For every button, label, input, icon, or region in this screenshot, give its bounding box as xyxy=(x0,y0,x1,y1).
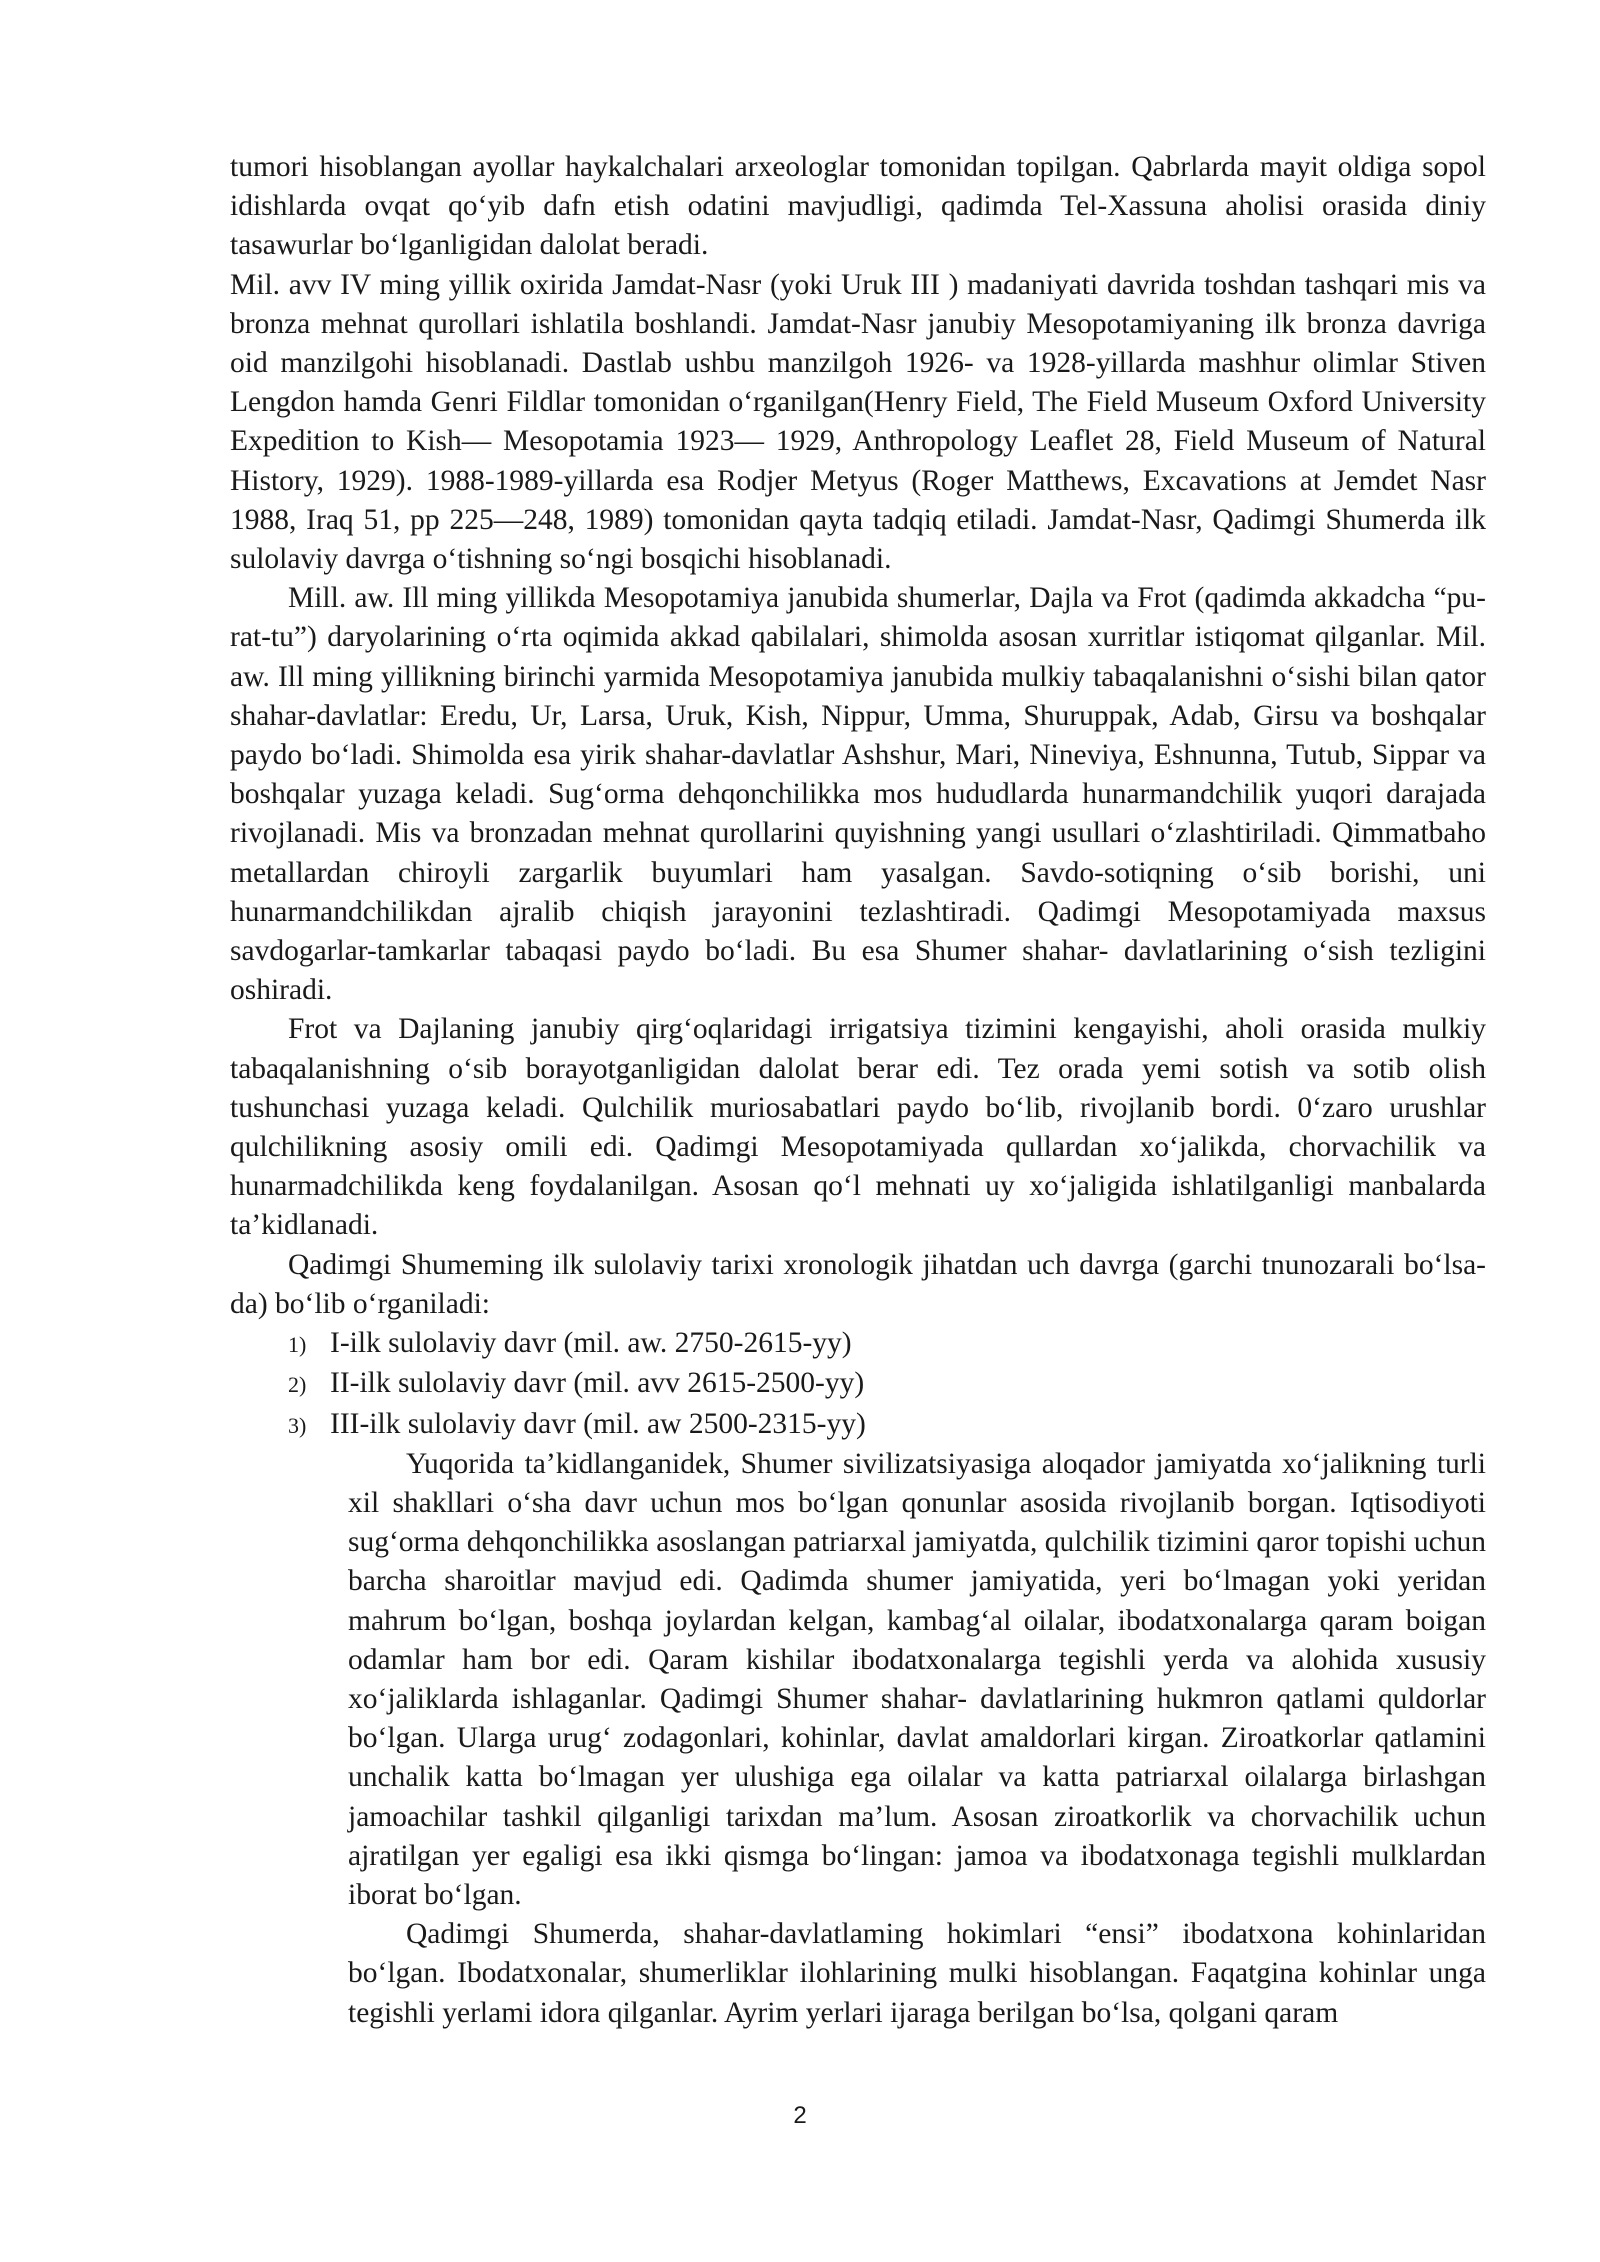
list-item xyxy=(230,1364,1486,1404)
document-body xyxy=(230,148,1486,2033)
list-item-text: I-ilk sulolaviy davr (mil. aw. 2750-2615-yy) xyxy=(330,1327,852,1360)
list-item-text: II-ilk sulolaviy davr (mil. avv 2615-2500-yy) xyxy=(330,1367,865,1400)
list-item xyxy=(230,1405,1486,1445)
list-number: 3) xyxy=(288,1412,307,1438)
paragraph: Mil. avv IV ming yillik oxirida Jamdat-Nasr (yoki Uruk III ) madaniyati davrida toshdan tashqari mis va bronza mehnat qurollari ishlatila boshlandi. Jamdat-Nasr janubiy Mesopotamiyaning ilk bronza davriga oid manzilgohi hisoblanadi. Dastlab ushbu manzilgoh 1926- va 1928-yillarda mashhur olimlar Stiven Lengdon hamda Genri Fildlar tomonidan o‘rganilgan(Henry Field, The Field Museum Oxford University Expedition to Kish— Mesopotamia 1923— 1929, Anthropology Leaflet 28, Field Museum of Natural History, 1929). 1988-1989-yillarda esa Rodjer Metyus (Roger Matthews, Excavations at Jemdet Nasr 1988, Iraq 51, pp 225—248, 1989) tomonidan qayta tadqiq etiladi. Jamdat-Nasr, Qadimgi Shumerda ilk sulolaviy davrga o‘tishning so‘ngi bosqichi hisoblanadi. xyxy=(230,268,1486,576)
list-item xyxy=(230,1324,1486,1364)
list-number: 1) xyxy=(288,1332,307,1358)
indented-section xyxy=(230,1445,1486,2033)
paragraph: Qadimgi Shumeming ilk sulolaviy tarixi xronologik jihatdan uch davrga (garchi tnunozarali bo‘lsa-da) bo‘lib o‘rganiladi: xyxy=(230,1248,1486,1320)
paragraph: Frot va Dajlaning janubiy qirg‘oqlaridagi irrigatsiya tizimini kengayishi, aholi orasida mulkiy tabaqalanishning o‘sib borayotganligidan dalolat berar edi. Tez orada yemi sotish va sotib olish tushunchasi yuzaga keladi. Qulchilik muriosabatlari paydo bo‘lib, rivojlanib bordi. 0‘zaro urushlar qulchilikning asosiy omili edi. Qadimgi Mesopotamiyada qullardan xo‘jalikda, chorvachilik va hunarmadchilikda keng foydalanilgan. Asosan qo‘l mehnati uy xo‘jaligida ishlatilganligi manbalarda ta’kidlanadi. xyxy=(230,1013,1486,1242)
paragraph: Qadimgi Shumerda, shahar-davlatlaming hokimlari “ensi” ibodatxona kohinlaridan bo‘lgan. Ibodatxonalar, shumerliklar ilohlarining mulki hisoblangan. Faqatgina kohinlar unga tegishli yerlami idora qilganlar. Ayrim yerlari ijaraga berilgan bo‘lsa, qolgani qaram xyxy=(348,1918,1486,2029)
paragraph: Yuqorida ta’kidlanganidek, Shumer sivilizatsiyasiga aloqador jamiyatda xo‘jalikning turli xil shakllari o‘sha davr uchun mos bo‘lgan qonunlar asosida rivojlanib borgan. Iqtisodiyoti sug‘orma dehqonchilikka asoslangan patriarxal jamiyatda, qulchilik tizimini qaror topishi uchun barcha sharoitlar mavjud edi. Qadimda shumer jamiyatida, yeri bo‘lmagan yoki yeridan mahrum bo‘lgan, boshqa joylardan kelgan, kambag‘al oilalar, ibodatxonalarga qaram boigan odamlar ham bor edi. Qaram kishilar ibodatxonalarga tegishli yerda va alohida xususiy xo‘jaliklarda ishlaganlar. Qadimgi Shumer shahar- davlatlarining hukmron qatlami quldorlar bo‘lgan. Ularga urug‘ zodagonlari, kohinlar, davlat amaldorlari kirgan. Ziroatkorlar qatlamini unchalik katta bo‘lmagan yer ulushiga ega oilalar va katta patriarxal oilalarga birlashgan jamoachilar tashkil qilganligi tarixdan ma’lum. Asosan ziroatkorlik va chorvachilik uchun ajratilgan yer egaligi esa ikki qismga bo‘lingan: jamoa va ibodatxonaga tegishli mulklardan iborat bo‘lgan. xyxy=(348,1447,1486,1911)
page-number: 2 xyxy=(793,2102,807,2129)
paragraph: Mill. aw. Ill ming yillikda Mesopotamiya janubida shumerlar, Dajla va Frot (qadimda akkadcha “pu-rat-tu”) daryolarining o‘rta oqimida akkad qabilalari, shimolda asosan xurritlar istiqomat qilganlar. Mil. aw. Ill ming yillikning birinchi yarmida Mesopotamiya janubida mulkiy tabaqalanishni o‘sishi bilan qator shahar-davlatlar: Eredu, Ur, Larsa, Uruk, Kish, Nippur, Umma, Shuruppak, Adab, Girsu va boshqalar paydo bo‘ladi. Shimolda esa yirik shahar-davlatlar Ashshur, Mari, Nineviya, Eshnunna, Tutub, Sippar va boshqalar yuzaga keladi. Sug‘orma dehqonchilikka mos hududlarda hunarmandchilik yuqori darajada rivojlanadi. Mis va bronzadan mehnat qurollarini quyishning yangi usullari o‘zlashtiriladi. Qimmatbaho metallardan chiroyli zargarlik buyumlari ham yasalgan. Savdo-sotiqning o‘sib borishi, uni hunarmandchilikdan ajralib chiqish jarayonini tezlashtiradi. Qadimgi Mesopotamiyada maxsus savdogarlar-tamkarlar tabaqasi paydo bo‘ladi. Bu esa Shumer shahar- davlatlarining o‘sish tezligini oshiradi. xyxy=(230,582,1486,1007)
numbered-list xyxy=(230,1324,1486,1445)
list-number: 2) xyxy=(288,1372,307,1398)
list-item-text: III-ilk sulolaviy davr (mil. aw 2500-2315-yy) xyxy=(330,1407,866,1440)
paragraph: tumori hisoblangan ayollar haykalchalari arxeologlar tomonidan topilgan. Qabrlarda mayit oldiga sopol idishlarda ovqat qo‘yib dafn etish odatini mavjudligi, qadimda Tel-Xassuna aholisi orasida diniy tasawurlar bo‘lganligidan dalolat beradi. xyxy=(230,151,1486,262)
